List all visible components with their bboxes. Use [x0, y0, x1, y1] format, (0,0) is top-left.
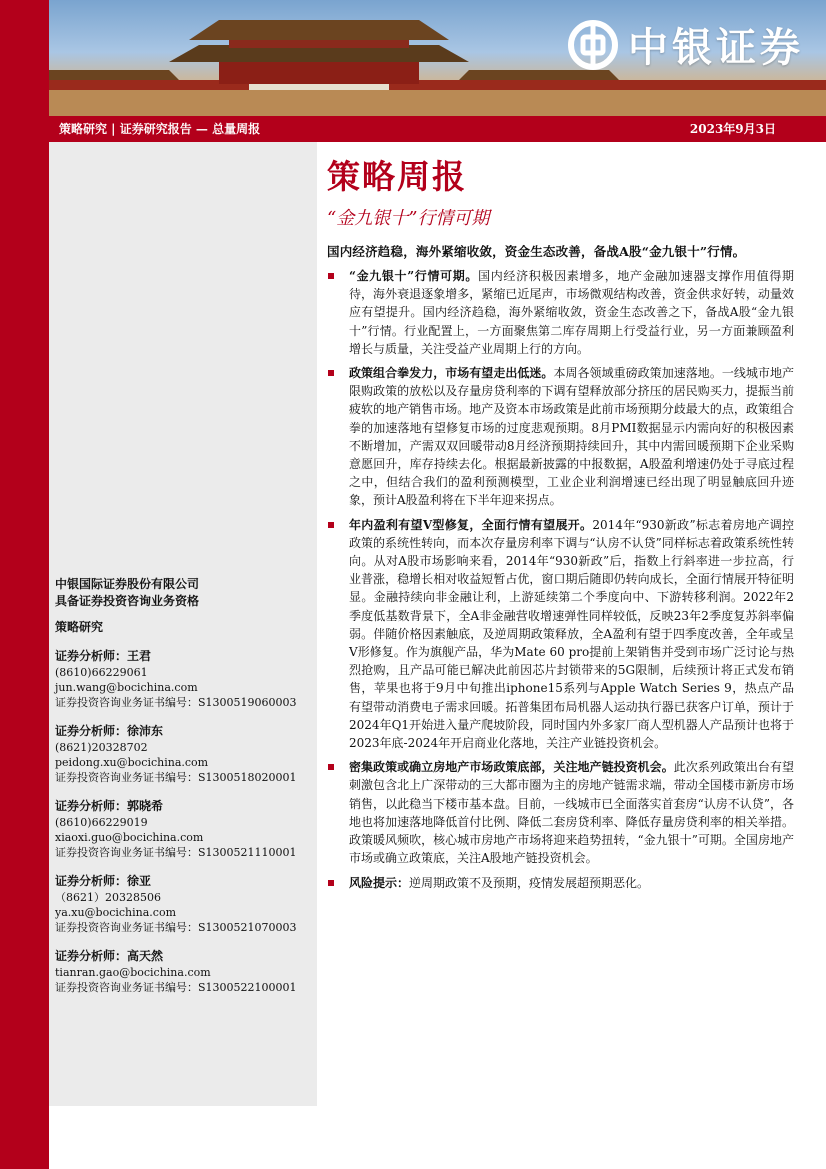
- brand-name: 中银证券: [628, 25, 804, 71]
- bullet-square-icon: [328, 370, 334, 376]
- report-date: 2023年9月3日: [689, 122, 776, 136]
- analyst-name: 证券分析师：郭晓希: [55, 799, 164, 813]
- bullet-square-icon: [328, 880, 334, 886]
- analyst-name: 证券分析师：王君: [55, 649, 152, 663]
- sidebar: [49, 142, 317, 1106]
- analyst-cert: 证券投资咨询业务证书编号：S1300522100001: [55, 981, 297, 994]
- left-red-stripe: [0, 0, 49, 1169]
- analyst-card: [55, 647, 313, 710]
- breadcrumb: 策略研究 | 证券研究报告 — 总量周报: [59, 122, 261, 136]
- bullet-square-icon: [328, 273, 334, 279]
- point-body: 本周各领域重磅政策加速落地。一线城市地产限购政策的放松以及存量房贷利率的下调有望释放部分挤压的居民购买力，提振当前疲软的地产销售市场。地产及资本市场政策是此前市场预期分歧最大的点，政策组合拳的加速落地有望修复市场的过度悲观预期。8月PMI数据显示内需向好的积极因素不断增加，产需双双回暖带动8月经济预期持续回升，其中内需回暖预期下企业采购意愿回升，库存持续去化。根据最新披露的中报数据，A股盈利增速仍处于寻底过程之中，但结合我们的盈利预测模型，工业企业利润增速已经出现了明显触底回升迹象，预计A股盈利将在下半年迎来拐点。: [349, 366, 794, 508]
- key-point: [327, 516, 794, 753]
- report-subtitle: “金九银十”行情可期: [327, 208, 490, 229]
- analyst-card: [55, 872, 313, 935]
- analyst-card: [55, 947, 313, 995]
- analyst-cert: 证券投资咨询业务证书编号：S1300521070003: [55, 921, 297, 934]
- point-body: 2014年“930新政”标志着房地产调控政策的系统性转向，而本次存量房利率下调与“认房不认贷”同样标志着政策系统性转向。从对A股市场影响来看，2014年“930新政”后，指数上行斜率进一步拉高，行业普涨，稳增长相对收益短暂占优，窗口期后随即仍转向成长，全面行情展开特征明显。金融持续向非金融让利，上游延续第二个季度向中、下游转移利润。2022年2季度低基数背景下，全A非金融营收增速弹性同样较低，反映23年2季度复苏斜率偏弱。伴随价格因素触底，及逆周期政策释放，全A盈利有望于四季度改善，全年或呈V形修复。作为旗舰产品，华为Mate 60 pro提前上架销售并受到市场广泛讨论与热烈抢购，且产品可能已解决此前因芯片封锁带来的5G限制，后续预计将正式发布销售，苹果也将于9月中旬推出iphone15系列与Apple Watch Series 9，热点产品有望带动消费电子需求回暖。拓普集团布局机器人运动执行器已获客户订单，预计于2024年Q1开始进入量产爬坡阶段，同时国内外多家厂商人型机器人产品预计也将于2023年底-2024年开启商业化落地，关注产业链投资机会。: [349, 517, 795, 751]
- key-points: [327, 267, 794, 892]
- analyst-cert: 证券投资咨询业务证书编号：S1300518020001: [55, 771, 297, 784]
- key-point: [327, 758, 794, 867]
- bullet-square-icon: [328, 522, 334, 528]
- analyst-name: 证券分析师：徐沛东: [55, 724, 164, 738]
- key-point: [327, 267, 794, 358]
- header-banner: [49, 0, 826, 116]
- report-summary: 国内经济趋稳，海外紧缩收敛，资金生态改善，备战A股“金九银十”行情。: [327, 244, 746, 259]
- analyst-name: 证券分析师：高天然: [55, 949, 164, 963]
- analyst-phone: (8621)20328702: [55, 741, 148, 754]
- point-lead: 年内盈利有望V型修复，全面行情有望展开。: [349, 517, 593, 532]
- report-title: 策略周报: [327, 157, 467, 196]
- analyst-cert: 证券投资咨询业务证书编号：S1300521110001: [55, 846, 297, 859]
- research-section: 策略研究: [55, 620, 104, 634]
- analyst-email[interactable]: ya.xu@bocichina.com: [55, 906, 177, 919]
- key-point: [327, 364, 794, 510]
- org-qualification: 具备证券投资咨询业务资格: [55, 594, 200, 608]
- point-body: 国内经济积极因素增多，地产金融加速器支撑作用值得期待，海外衰退逐象增多，紧缩已近尾声，市场微观结构改善，资金供求好转，动量效应有望提升。国内经济趋稳，海外紧缩收敛，资金生态改善之下，备战A股“金九银十”行情。行业配置上，一方面聚焦第二库存周期上行受益行业，另一方面兼顾盈利增长与质量，关注受益产业周期上行的方向。: [349, 269, 794, 356]
- analyst-email[interactable]: tianran.gao@bocichina.com: [55, 966, 211, 979]
- category-bar: [49, 116, 826, 142]
- bullet-square-icon: [328, 764, 334, 770]
- point-body: 逆周期政策不及预期，疫情发展超预期恶化。: [409, 875, 650, 890]
- point-lead: 风险提示：: [349, 875, 410, 890]
- analyst-phone: (8610)66229019: [55, 816, 148, 829]
- point-lead: “金九银十”行情可期。: [349, 269, 479, 283]
- main-content: [327, 155, 794, 898]
- brand: [568, 16, 804, 73]
- bank-of-china-logo-icon: [568, 20, 618, 70]
- analyst-cert: 证券投资咨询业务证书编号：S1300519060003: [55, 696, 297, 709]
- analyst-phone: （8621）20328506: [55, 891, 161, 904]
- analyst-info: [55, 576, 313, 995]
- org-name: 中银国际证券股份有限公司: [55, 577, 200, 591]
- analyst-card: [55, 722, 313, 785]
- analyst-email[interactable]: xiaoxi.guo@bocichina.com: [55, 831, 204, 844]
- point-lead: 密集政策或确立房地产市场政策底部，关注地产链投资机会。: [349, 760, 674, 775]
- point-lead: 政策组合拳发力，市场有望走出低迷。: [349, 366, 554, 381]
- analyst-email[interactable]: peidong.xu@bocichina.com: [55, 756, 209, 769]
- risk-point: [327, 874, 794, 892]
- analyst-card: [55, 797, 313, 860]
- analyst-name: 证券分析师：徐亚: [55, 874, 152, 888]
- analyst-email[interactable]: jun.wang@bocichina.com: [55, 681, 198, 694]
- point-body: 此次系列政策出台有望刺激包含北上广深带动的三大都市圈为主的房地产链需求端，带动全国楼市新房市场销售，以此稳当下楼市基本盘。目前，一线城市已全面落实首套房“认房不认贷”，各地也将加速落地降低首付比例、降低二套房贷利率、降低存量房贷利率的相关举措。政策暖风频吹，核心城市房地产市场将迎来趋势扭转，“金九银十”可期。全国房地产市场或确立政策底，关注A股地产链投资机会。: [349, 760, 794, 866]
- analyst-phone: (8610)66229061: [55, 666, 148, 679]
